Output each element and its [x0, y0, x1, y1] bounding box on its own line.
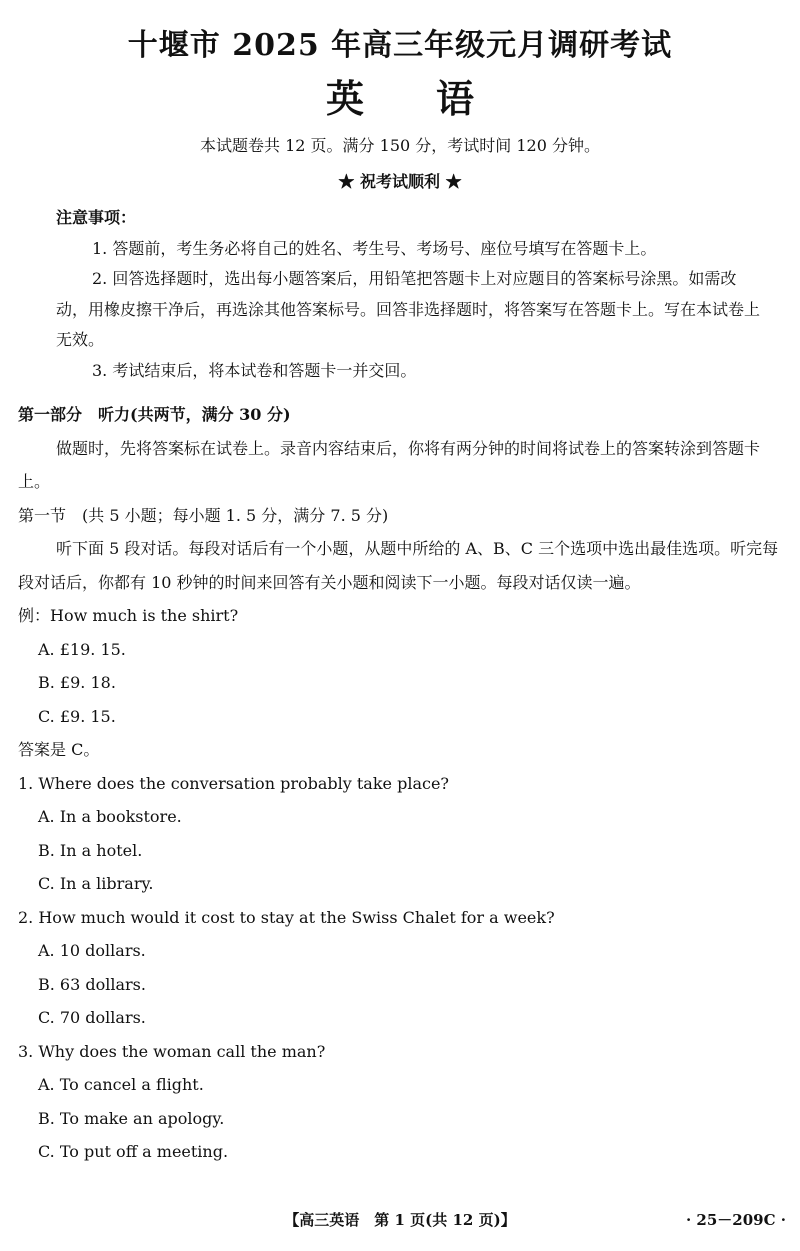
notes-heading: 注意事项：	[56, 208, 137, 227]
example-answer: 答案是 C。	[18, 740, 100, 759]
question-2-option-b: B. 63 dollars.	[38, 974, 146, 994]
exam-title: 十堰市 2025 年高三年级元月调研考试	[127, 28, 673, 63]
question-1-option-c: C. In a library.	[38, 874, 154, 893]
subject-char-1: 英	[325, 76, 364, 121]
question-1-option-a: A. In a bookstore.	[38, 807, 182, 826]
question-3: 3. Why does the woman call the man?	[18, 1041, 326, 1061]
question-3-option-c: C. To put off a meeting.	[38, 1142, 229, 1161]
part1-heading: 第一部分 听力(共两节，满分 30 分)	[18, 405, 291, 424]
good-luck-banner: ★ 祝考试顺利 ★	[338, 172, 462, 191]
question-2: 2. How much would it cost to stay at the Swiss Chalet for a week?	[18, 907, 555, 927]
subject-title	[0, 74, 800, 124]
exam-info: 本试题卷共 12 页。满分 150 分，考试时间 120 分钟。	[200, 136, 600, 155]
section1-intro: 听下面 5 段对话。每段对话后有一个小题，从题中所给的 A、B、C 三个选项中选出最佳选项。听完每段对话后，你都有 10 秒钟的时间来回答有关小题和阅读下一小题。每段对话仅读一遍。	[18, 539, 779, 592]
section1-heading: 第一节 (共 5 小题；每小题 1. 5 分，满分 7. 5 分)	[18, 505, 389, 525]
subject-char-2: 语	[436, 76, 475, 121]
question-3-option-b: B. To make an apology.	[38, 1108, 225, 1128]
listening-part	[18, 398, 790, 1169]
question-1: 1. Where does the conversation probably take place?	[18, 773, 449, 793]
question-2-option-c: C. 70 dollars.	[38, 1008, 146, 1027]
question-3-option-a: A. To cancel a flight.	[38, 1075, 204, 1094]
example-question: 例：How much is the shirt?	[18, 606, 239, 625]
example-option-c: C. £9. 15.	[38, 706, 116, 726]
notes-section	[56, 203, 766, 386]
example-option-b: B. £9. 18.	[38, 673, 116, 692]
part1-intro: 做题时，先将答案标在试卷上。录音内容结束后，你将有两分钟的时间将试卷上的答案转涂到答题卡上。	[18, 438, 761, 491]
example-option-a: A. £19. 15.	[38, 639, 126, 659]
note-item-2: 2. 回答选择题时，选出每小题答案后，用铅笔把答题卡上对应题目的答案标号涂黑。如需改动，用橡皮擦干净后，再选涂其他答案标号。回答非选择题时，将答案写在答题卡上。写在本试卷上无效。	[56, 269, 761, 349]
footer-page-label: 【高三英语 第 1 页(共 12 页)】	[284, 1211, 516, 1229]
question-2-option-a: A. 10 dollars.	[38, 941, 146, 960]
footer-code: · 25－209C ·	[685, 1211, 786, 1229]
question-1-option-b: B. In a hotel.	[38, 840, 143, 860]
note-item-1: 1. 答题前，考生务必将自己的姓名、考生号、考场号、座位号填写在答题卡上。	[92, 238, 657, 258]
note-item-3: 3. 考试结束后，将本试卷和答题卡一并交回。	[92, 360, 417, 380]
